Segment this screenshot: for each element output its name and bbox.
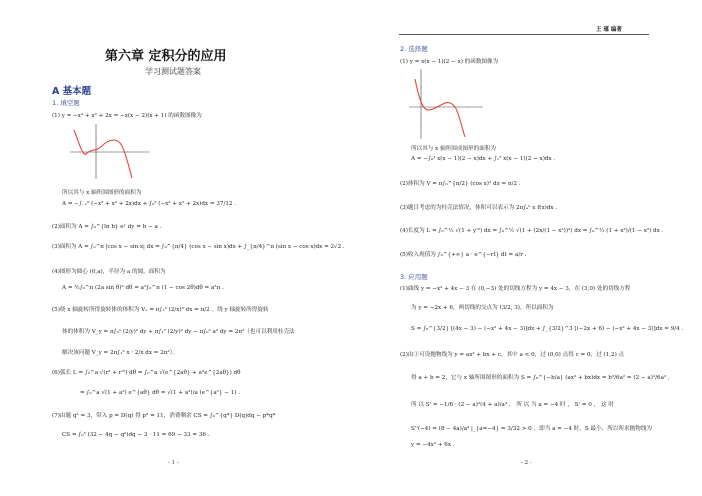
text-line: (2)体积为 V = π∫₀^{π/2} (cos x)² dx = π/2 . xyxy=(400,181,521,187)
text-line: (3)面积为 A = ∫₀^π |cos x − sin x| dx = ∫₀^{π/4} (cos x − sin x)dx + ∫_{π/4}^π (sin x − cos x)dx = 2√2 . xyxy=(52,244,345,250)
formula-line: = ∫₀^a √(1 + a²) e^{aθ} dθ = √(1 + a²)/a (e^{a²} − 1) . xyxy=(80,390,241,396)
text-line: 得 a + b = 2，它与 x 轴所围图形的面积为 S = ∫₀^{−b/a} (ax² + bx)dx = b³/6a² = (2 − a)³/6a² , xyxy=(411,375,670,381)
page-number: - 1 - xyxy=(168,460,179,466)
text-line: 解决该问题 V_y = 2π∫₁² x · 2/x dx = 2π²）。 xyxy=(62,350,179,356)
header-rule xyxy=(399,34,649,35)
formula-line: CS = ∫₀³ (32 − 4q − q²)dq − 3 · 11 = 69 − 33 = 36 . xyxy=(62,432,210,438)
chapter-title: 第六章 定积分的应用 xyxy=(105,49,227,64)
text-line: (2)面积为 A = ∫₀^{ln b} eʸ dy = b − a . xyxy=(52,224,162,230)
text-line: (4)图形为圆心 (0,a)，半径为 a 的圆，面积为 xyxy=(52,269,166,275)
text-line: (3)题目考虑的为柱壳法情况，体积可以表示为 2π∫ₐᵇ x f(x)dx . xyxy=(400,205,558,211)
cubic-graph-1 xyxy=(70,124,150,179)
text-line: (4)长度为 L = ∫₀^½ √(1 + y'²) dx = ∫₀^½ √(1 + (2x/(1 − x²))²) dx = ∫₀^½ (1 + x²)/(1 − x²) dx . xyxy=(400,228,664,234)
text-line: (1)曲线 y = −x² + 4x − 3 在 (0,−3) 处的切线方程为 y = 4x − 3，在 (3,0) 处的切线方程 xyxy=(400,286,631,292)
text-line: (6)弧长 L = ∫₀^a √(r² + r'²) dθ = ∫₀^a √(e^{2aθ} + a²e^{2aθ}) dθ xyxy=(52,370,241,376)
formula-line: A = ½∫₀^π (2a sin θ)² dθ = a²∫₀^π (1 − cos 2θ)dθ = a²π . xyxy=(62,285,224,291)
text-line: 所 以 S' = −1/6 · (2 − a)²(4 + a)/a³ ， 所 以 当 a = −4 时 ， S' = 0 ， 这 时 xyxy=(411,402,614,408)
subsection-application: 3. 应用题 xyxy=(400,273,428,281)
text-line: (1) y = −x³ + x² + 2x = −x(x − 2)(x + 1) 的函数图像为 xyxy=(52,113,202,119)
page-number: - 2 - xyxy=(521,460,532,466)
chapter-subtitle: 学习测试题答案 xyxy=(145,67,201,76)
text-line: (5)绕 x 轴旋转所得旋转体的体积为 Vₓ = π∫₁² (2/x)² dx = π/2 。绕 y 轴旋转所得旋转 xyxy=(52,307,269,313)
formula-line: S = ∫₀^{3/2} [(4x − 3) − (−x² + 4x − 3)]dx + ∫_{3/2}^3 [(−2x + 6) − (−x² + 4x − 3)]dx = 9/4 . xyxy=(411,326,684,332)
running-header: 王 瑾 编著 xyxy=(596,27,622,33)
text-line: (1) y = x(x − 1)(2 − x) 的函数图像为 xyxy=(400,59,499,65)
formula-line: A = −∫₀¹ x(x − 1)(2 − x)dx + ∫₁² x(x − 1)(2 − x)dx . xyxy=(411,156,556,162)
text-line: S''(−4) = (8 − 4a)/a⁴ |_{a=−4} = 3/32 > 0 ，即当 a = −4 时，S 最小，所以所求抛物线为 xyxy=(411,426,653,432)
text-line: (2)由①可设抛物线为 y = ax² + bx + c，其中 a < 0，过 (0,0) 点得 c = 0，过 (1,2) 点 xyxy=(400,352,625,358)
page-right xyxy=(351,0,702,496)
formula-line: y = −4x² + 6x . xyxy=(411,442,455,448)
cubic-graph-2 xyxy=(409,69,483,139)
text-line: 体的体积为 V_y = π∫₀¹ (2/y)² dy + π∫₁² (2/y)² dy − π∫₀² a² dy = 2π²（也可以利用柱壳法 xyxy=(62,329,295,335)
text-line: 所以其与 x 轴所围图形的面积为 xyxy=(62,190,142,196)
text-line: 所以其与 x 轴所围成图形的面积为 xyxy=(411,146,497,152)
subsection-fill-in: 1. 填空题 xyxy=(52,99,80,107)
formula-line: A = −∫₋₁⁰ (−x³ + x² + 2x)dx + ∫₀² (−x³ + x² + 2x)dx = 37/12 . xyxy=(62,201,237,207)
text-line: 为 y = −2x + 6，两切线的交点为 (3/2, 3)，所以面积为 xyxy=(411,305,554,311)
section-a-heading: A 基本题 xyxy=(52,86,92,97)
text-line: (5)收入现值为 ∫₀^{+∞} a · e^{−rt} dt = a/r . xyxy=(400,252,527,258)
subsection-choice: 2. 选择题 xyxy=(400,45,428,53)
text-line: (7)由题 q² = 3，带入 p = D(q) 得 p² = 11，消费剩余 CS = ∫₀^{q*} D(q)dq − p*q* xyxy=(52,413,276,419)
